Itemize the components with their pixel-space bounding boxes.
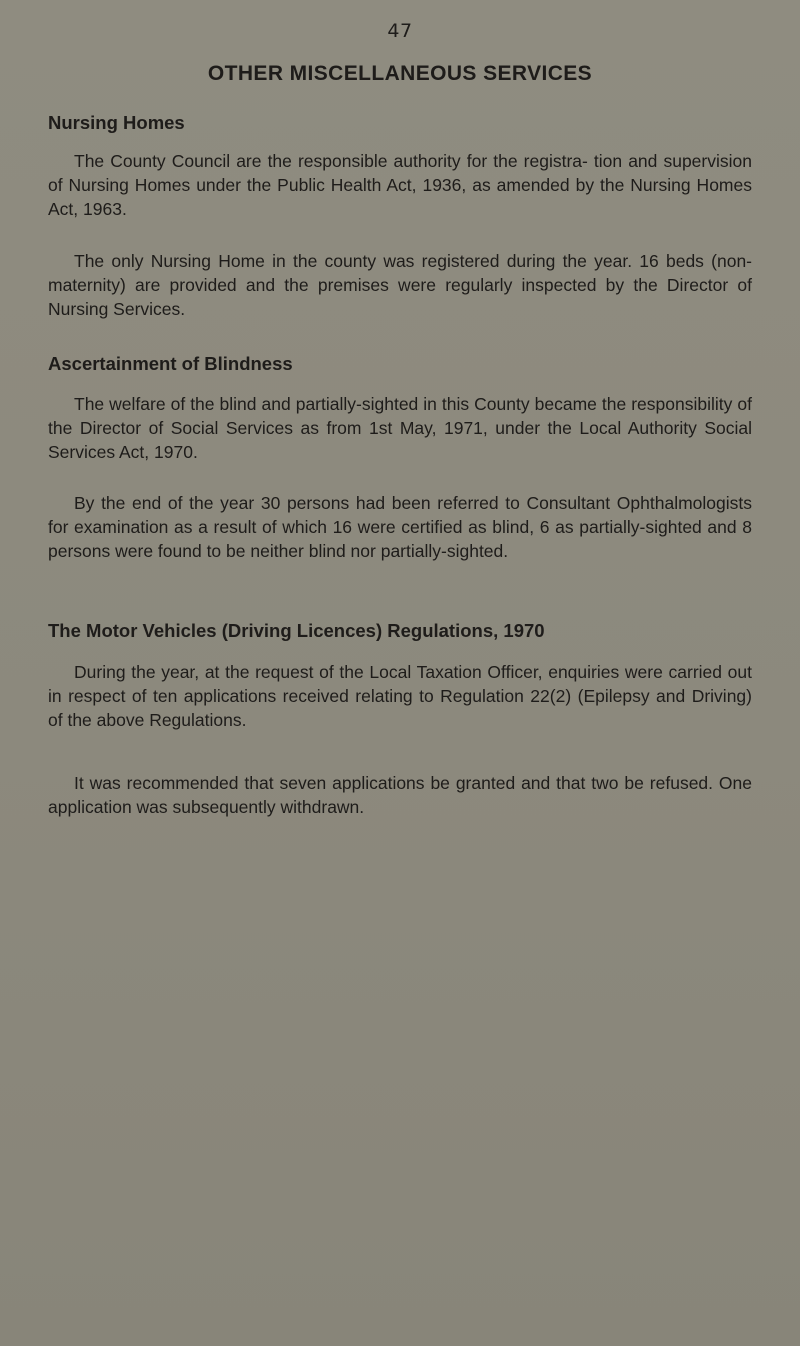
paragraph-nursing-homes-2: The only Nursing Home in the county was registered during the year. 16 beds (non-maternity) are provided and the premises were regularly inspected by the Director of Nursing Services. — [48, 251, 752, 319]
paragraph-blindness-2: By the end of the year 30 persons had been referred to Consultant Ophthalmologists for examination as a result of which 16 were certified as blind, 6 as partially-sighted and 8 persons were found to be neither blind nor partially-sighted. — [48, 493, 752, 561]
page-title: OTHER MISCELLANEOUS SERVICES — [207, 62, 593, 85]
paragraph-blindness-1: The welfare of the blind and partially-sighted in this County became the responsibility of the Director of Social Services as from 1st May, 1971, under the Local Authority Social Services Act, 1970. — [48, 394, 752, 462]
section-heading-blindness: Ascertainment of Blindness — [48, 353, 293, 374]
page-number: 47 — [387, 20, 413, 42]
section-heading-nursing-homes: Nursing Homes — [48, 112, 185, 133]
paragraph-motor-vehicles-2: It was recommended that seven applications be granted and that two be refused. One application was subsequently withdrawn. — [48, 773, 752, 817]
section-heading-motor-vehicles: The Motor Vehicles (Driving Licences) Regulations, 1970 — [48, 620, 545, 641]
paragraph-motor-vehicles-1: During the year, at the request of the Local Taxation Officer, enquiries were carried out in respect of ten applications received relating to Regulation 22(2) (Epilepsy and Driving) of the above Regulations. — [48, 662, 752, 730]
paragraph-nursing-homes-1: The County Council are the responsible authority for the registra- tion and supervision of Nursing Homes under the Public Health Act, 1936, as amended by the Nursing Homes Act, 1963. — [48, 151, 752, 219]
